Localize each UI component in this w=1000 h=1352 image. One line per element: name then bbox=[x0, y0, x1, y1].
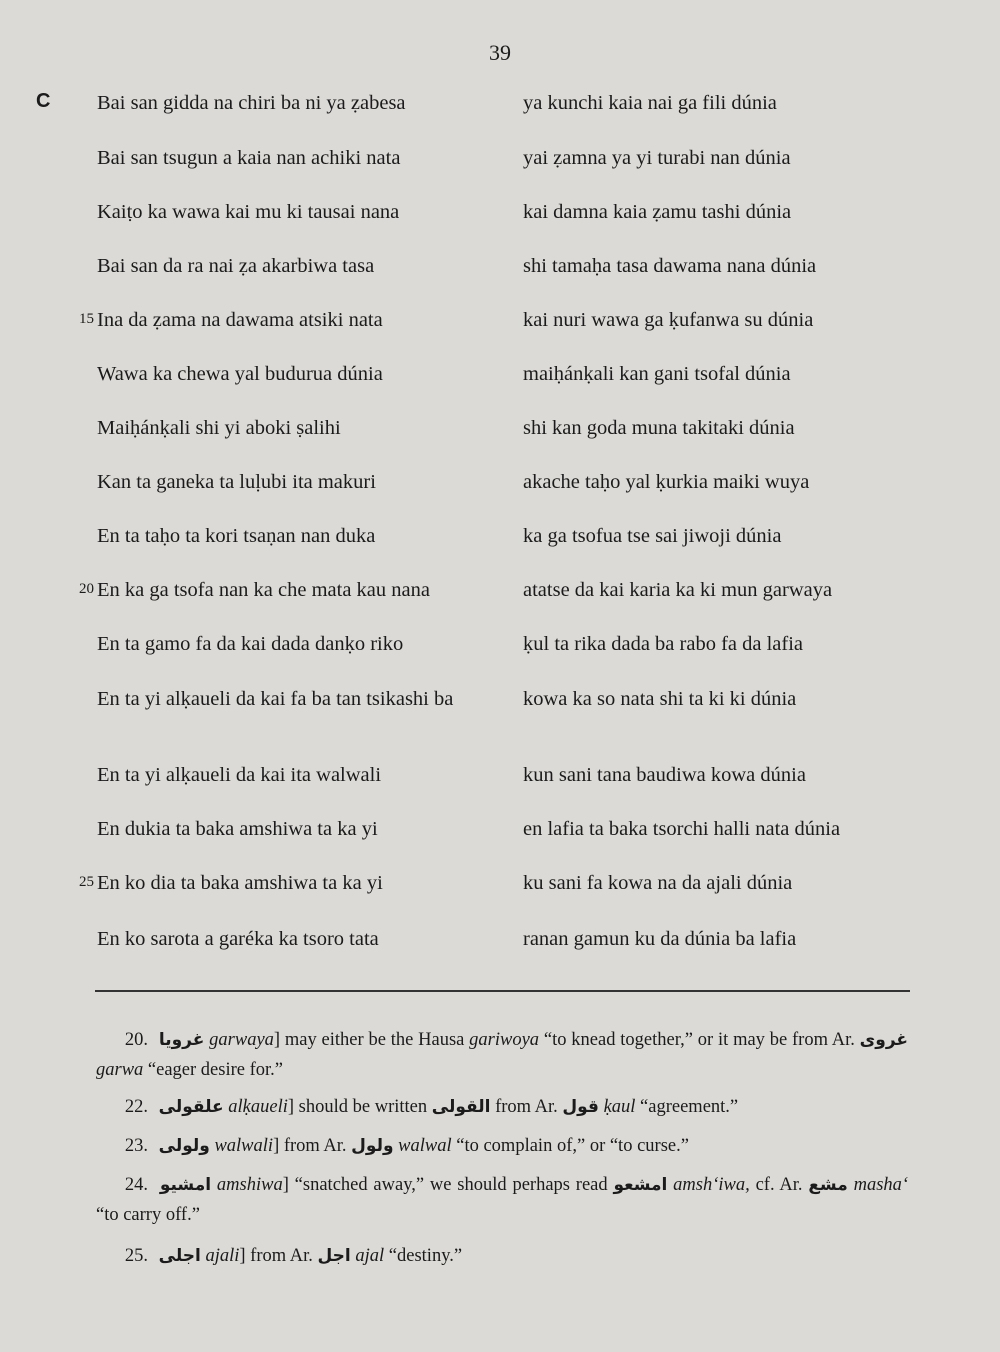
note-text: ] from Ar. bbox=[239, 1246, 318, 1266]
arabic-word: مشع bbox=[808, 1175, 848, 1195]
note-text: “agreement.” bbox=[635, 1097, 739, 1117]
hausa-left-hemistich: Kan ta ganeka ta luḷubi ita makuri bbox=[97, 471, 376, 493]
hausa-left-hemistich: Bai san gidda na chiri ba ni ya ẓabesa bbox=[97, 92, 406, 114]
hausa-left-hemistich: En ta taḥo ta kori tsaṇan nan duka bbox=[97, 525, 376, 547]
hausa-left-hemistich: En ka ga tsofa nan ka che mata kau nana bbox=[97, 579, 430, 601]
transliteration: gariwoya bbox=[469, 1030, 540, 1050]
hausa-left-hemistich: Bai san da ra nai ẓa akarbiwa tasa bbox=[97, 255, 375, 277]
hausa-right-hemistich: atatse da kai karia ka ki mun garwaya bbox=[523, 579, 833, 601]
arabic-word: علقولى bbox=[158, 1097, 224, 1117]
transliteration: ḳaul bbox=[603, 1097, 636, 1117]
verse-line bbox=[0, 88, 1000, 118]
verse-line bbox=[0, 521, 1000, 551]
footnote-23 bbox=[96, 1131, 908, 1161]
hausa-right-hemistich: ḳul ta rika dada ba rabo fa da lafia bbox=[523, 633, 804, 655]
hausa-left-hemistich: Bai san tsugun a kaia nan achiki nata bbox=[97, 147, 401, 169]
hausa-right-hemistich: en lafia ta baka tsorchi halli nata dúnia bbox=[523, 818, 841, 840]
verse-line bbox=[0, 760, 1000, 790]
hausa-left-hemistich: Wawa ka chewa yal budurua dúnia bbox=[97, 363, 383, 385]
hausa-right-hemistich: shi kan goda muna takitaki dúnia bbox=[523, 417, 795, 439]
note-text: ] should be written bbox=[287, 1097, 432, 1117]
hausa-right-hemistich: ku sani fa kowa na da ajali dúnia bbox=[523, 872, 793, 894]
footnote-24 bbox=[96, 1170, 908, 1230]
hausa-right-hemistich: kun sani tana baudiwa kowa dúnia bbox=[523, 764, 806, 786]
footnote-number: 25. bbox=[124, 1246, 148, 1266]
arabic-word: اجلى bbox=[158, 1246, 201, 1266]
note-text: “to complain of,” or “to curse.” bbox=[451, 1136, 689, 1156]
arabic-word: قول bbox=[562, 1097, 599, 1117]
verse-line bbox=[0, 143, 1000, 173]
hausa-left-hemistich: Kaiṭo ka wawa kai mu ki tausai nana bbox=[97, 201, 400, 223]
note-text: ] may either be the Hausa bbox=[273, 1030, 470, 1050]
arabic-word: امشيو bbox=[159, 1175, 212, 1195]
arabic-word: غرويا bbox=[158, 1030, 205, 1050]
transliteration: garwa bbox=[96, 1060, 144, 1080]
verse-line bbox=[0, 197, 1000, 227]
transliteration: ajali bbox=[205, 1246, 240, 1266]
hausa-right-hemistich: maiḥánḳali kan gani tsofal dúnia bbox=[523, 363, 791, 385]
transliteration: amshiwa bbox=[216, 1175, 283, 1195]
margin-marker: C bbox=[36, 90, 51, 112]
footnote-20 bbox=[96, 1025, 908, 1085]
note-text: ] from Ar. bbox=[273, 1136, 352, 1156]
note-text: ] “snatched away,” we should perhaps read bbox=[282, 1175, 614, 1195]
verse-line bbox=[0, 868, 1000, 898]
verse-line bbox=[0, 413, 1000, 443]
hausa-left-hemistich: En ta yi alḳaueli da kai fa ba tan tsikashi ba bbox=[97, 688, 454, 710]
line-number: 25 bbox=[79, 874, 94, 890]
verse-line bbox=[0, 575, 1000, 605]
verse-line bbox=[0, 305, 1000, 335]
hausa-left-hemistich: En ko sarota a garéka ka tsoro tata bbox=[97, 928, 379, 950]
note-text: “destiny.” bbox=[384, 1246, 463, 1266]
hausa-right-hemistich: kai nuri wawa ga ḳufanwa su dúnia bbox=[523, 309, 814, 331]
arabic-word: اجل bbox=[317, 1246, 351, 1266]
hausa-right-hemistich: shi tamaḥa tasa dawama nana dúnia bbox=[523, 255, 817, 277]
transliteration: masha‘ bbox=[853, 1175, 909, 1195]
hausa-right-hemistich: ka ga tsofua tse sai jiwoji dúnia bbox=[523, 525, 782, 547]
arabic-word: ولول bbox=[351, 1136, 394, 1156]
hausa-left-hemistich: En ko dia ta baka amshiwa ta ka yi bbox=[97, 872, 383, 894]
footnote-rule bbox=[95, 990, 910, 992]
hausa-left-hemistich: Maiḥánḳali shi yi aboki ṣalihi bbox=[97, 417, 341, 439]
arabic-word: القولى bbox=[431, 1097, 491, 1117]
page-number: 39 bbox=[489, 40, 511, 65]
verse-line bbox=[0, 924, 1000, 954]
verse-line bbox=[0, 359, 1000, 389]
verse-line bbox=[0, 629, 1000, 659]
hausa-right-hemistich: akache taḥo yal ḳurkia maiki wuya bbox=[523, 471, 810, 493]
verse-line bbox=[0, 251, 1000, 281]
footnote-number: 22. bbox=[124, 1097, 148, 1117]
verse-line bbox=[0, 684, 1000, 714]
note-text: from Ar. bbox=[490, 1097, 563, 1117]
note-text: cf. Ar. bbox=[755, 1175, 809, 1195]
transliteration: walwal bbox=[398, 1136, 452, 1156]
arabic-word: امشعو bbox=[613, 1175, 668, 1195]
verse-line bbox=[0, 467, 1000, 497]
note-text: “eager desire for.” bbox=[143, 1060, 283, 1080]
line-number: 20 bbox=[79, 581, 94, 597]
note-text: “to carry off.” bbox=[96, 1205, 200, 1225]
footnote-25 bbox=[96, 1241, 908, 1271]
hausa-left-hemistich: En ta yi alḳaueli da kai ita walwali bbox=[97, 764, 382, 786]
transliteration: walwali bbox=[214, 1136, 274, 1156]
transliteration: ajal bbox=[355, 1246, 385, 1266]
hausa-right-hemistich: ya kunchi kaia nai ga fili dúnia bbox=[523, 92, 777, 114]
transliteration: alḳaueli bbox=[228, 1097, 288, 1117]
hausa-left-hemistich: Ina da ẓama na dawama atsiki nata bbox=[97, 309, 383, 331]
footnote-22 bbox=[96, 1092, 908, 1122]
hausa-right-hemistich: yai ẓamna ya yi turabi nan dúnia bbox=[523, 147, 791, 169]
arabic-word: ولولى bbox=[158, 1136, 210, 1156]
verse-line bbox=[0, 814, 1000, 844]
hausa-right-hemistich: kai damna kaia ẓamu tashi dúnia bbox=[523, 201, 792, 223]
line-number: 15 bbox=[79, 311, 94, 327]
footnote-number: 23. bbox=[124, 1136, 148, 1156]
footnote-number: 20. bbox=[124, 1030, 148, 1050]
hausa-left-hemistich: En dukia ta baka amshiwa ta ka yi bbox=[97, 818, 378, 840]
transliteration: garwaya bbox=[209, 1030, 274, 1050]
hausa-left-hemistich: En ta gamo fa da kai dada danḳo riko bbox=[97, 633, 404, 655]
hausa-right-hemistich: kowa ka so nata shi ta ki ki dúnia bbox=[523, 688, 797, 710]
arabic-word: غروى bbox=[859, 1030, 909, 1050]
transliteration: amsh‘iwa, bbox=[673, 1175, 750, 1195]
hausa-right-hemistich: ranan gamun ku da dúnia ba lafia bbox=[523, 928, 797, 950]
note-text: “to knead together,” or it may be from Ar. bbox=[539, 1030, 860, 1050]
footnote-number: 24. bbox=[124, 1175, 148, 1195]
